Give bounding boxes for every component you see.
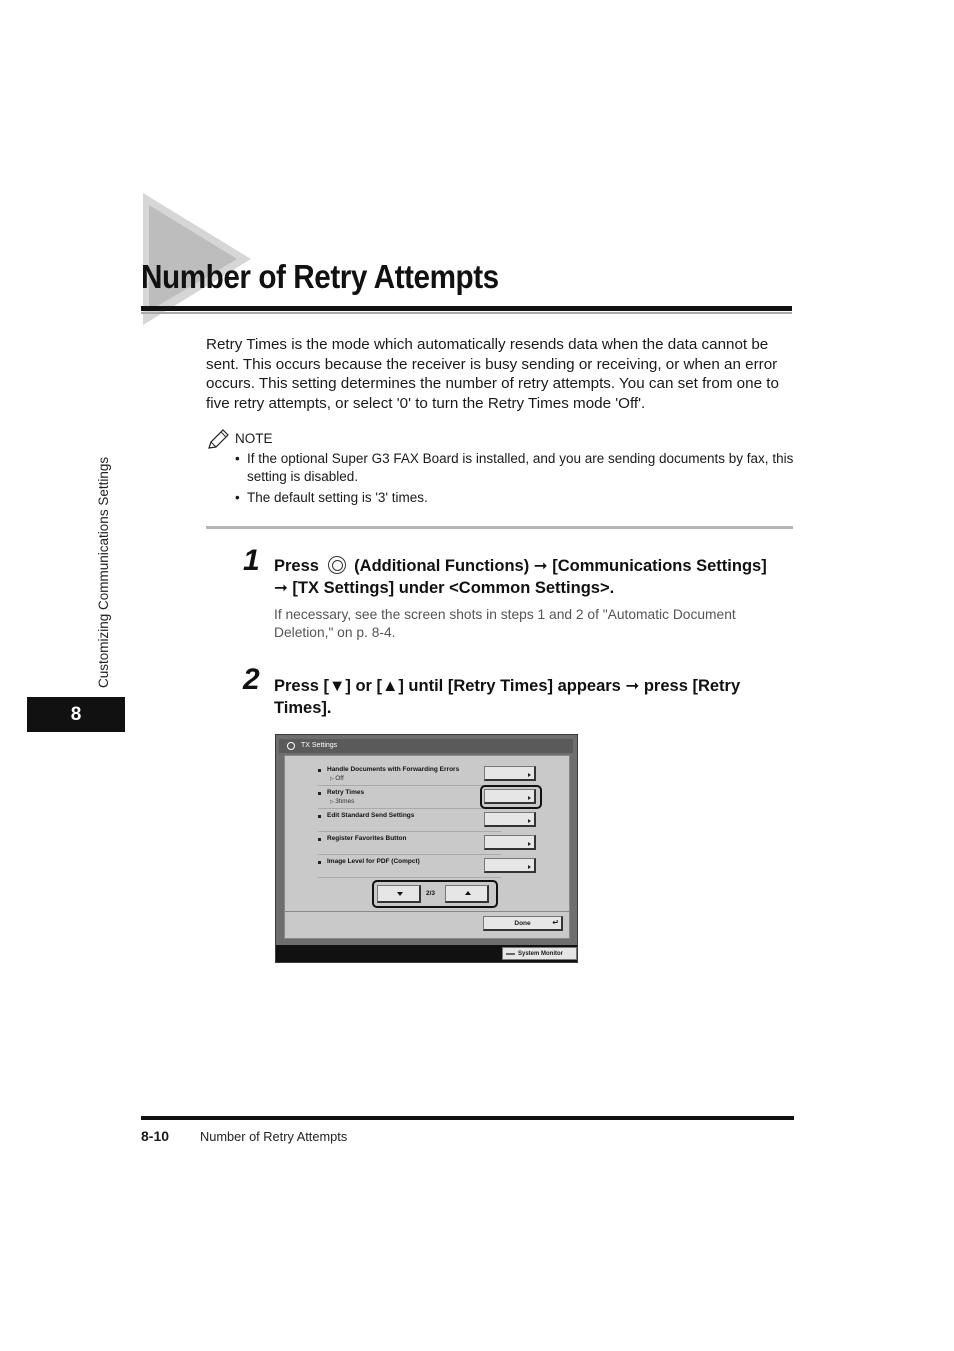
- chapter-tab: 8: [27, 697, 125, 732]
- note-list: [235, 450, 795, 510]
- setting-row-standard-send: [318, 810, 501, 832]
- section-divider: [206, 526, 793, 529]
- setting-row-retry-times: [318, 787, 501, 809]
- note-item: • The default setting is '3' times.: [235, 489, 795, 507]
- step-text-lead: Press: [274, 557, 319, 575]
- note-label: NOTE: [235, 431, 273, 446]
- setting-row-favorites: [318, 833, 501, 855]
- note-item: • If the optional Super G3 FAX Board is installed, and you are sending documents by fax, this setting is disabled.: [235, 450, 795, 486]
- side-chapter-label: Customizing Communications Settings: [96, 456, 111, 688]
- retry-times-button[interactable]: [484, 789, 536, 804]
- footer-section-title: Number of Retry Attempts: [200, 1129, 348, 1144]
- setting-row-pdf-level: [318, 856, 501, 878]
- done-button[interactable]: Done ↵: [483, 916, 563, 931]
- tx-settings-screen: [275, 734, 578, 963]
- screen-title-bar: [279, 739, 573, 753]
- page-title: Number of Retry Attempts: [141, 258, 499, 295]
- step-number: 2: [243, 663, 260, 696]
- standard-send-button[interactable]: [484, 812, 536, 827]
- settings-panel: [284, 755, 570, 939]
- page-indicator: 2/3: [426, 890, 436, 897]
- system-monitor-button[interactable]: System Monitor: [502, 947, 577, 960]
- setting-label: Retry Times: [327, 789, 365, 796]
- setting-label: Handle Documents with Forwarding Errors: [327, 766, 460, 773]
- setting-label: Register Favorites Button: [327, 835, 407, 842]
- bullet-icon: [318, 861, 321, 864]
- scroll-up-button[interactable]: [445, 885, 489, 903]
- title-rule-shadow: [141, 312, 792, 314]
- forwarding-errors-button[interactable]: [484, 766, 536, 781]
- setting-label: Image Level for PDF (Compct): [327, 858, 420, 865]
- setting-row-forwarding-errors: [318, 764, 501, 786]
- intro-paragraph: Retry Times is the mode which automatically resends data when the data cannot be sent. This occurs because the receiver is busy sending or receiving, or when an error occurs. This setting determines the number of retry attempts. You can set from one to five retry attempts, or select '0' to turn the Retry Times mode 'Off'.: [206, 336, 779, 412]
- title-rule: [141, 306, 792, 311]
- page-number: 8-10: [141, 1128, 170, 1144]
- step-hint: If necessary, see the screen shots in steps 1 and 2 of "Automatic Document Deletion," on p. 8-4.: [274, 607, 736, 640]
- setting-label: Edit Standard Send Settings: [327, 812, 415, 819]
- screen-footer: [276, 945, 577, 962]
- step-text-rest: (Additional Functions) ➞ [Communications Settings] ➞ [TX Settings] under <Common Settings>.: [274, 557, 767, 597]
- step-instruction: Press [▼] or [▲] until [Retry Times] appears ➞ press [Retry Times].: [274, 677, 741, 717]
- additional-functions-icon: [328, 556, 346, 574]
- favorites-button[interactable]: [484, 835, 536, 850]
- step-number: 1: [243, 544, 260, 577]
- bullet-icon: [318, 838, 321, 841]
- setting-value: ▷ 3times: [330, 798, 354, 805]
- screen-title: TX Settings: [301, 742, 338, 749]
- pencil-icon: [207, 428, 231, 450]
- scroll-down-button[interactable]: [377, 885, 421, 903]
- bullet-icon: [318, 792, 321, 795]
- page-scroll-control: [372, 880, 498, 908]
- settings-icon: [287, 742, 295, 750]
- setting-value: ▷ Off: [330, 775, 344, 782]
- bullet-icon: [318, 815, 321, 818]
- footer-rule: [141, 1116, 794, 1120]
- bullet-icon: [318, 769, 321, 772]
- step-instruction: [274, 555, 774, 599]
- panel-divider: [285, 911, 569, 912]
- pdf-level-button[interactable]: [484, 858, 536, 873]
